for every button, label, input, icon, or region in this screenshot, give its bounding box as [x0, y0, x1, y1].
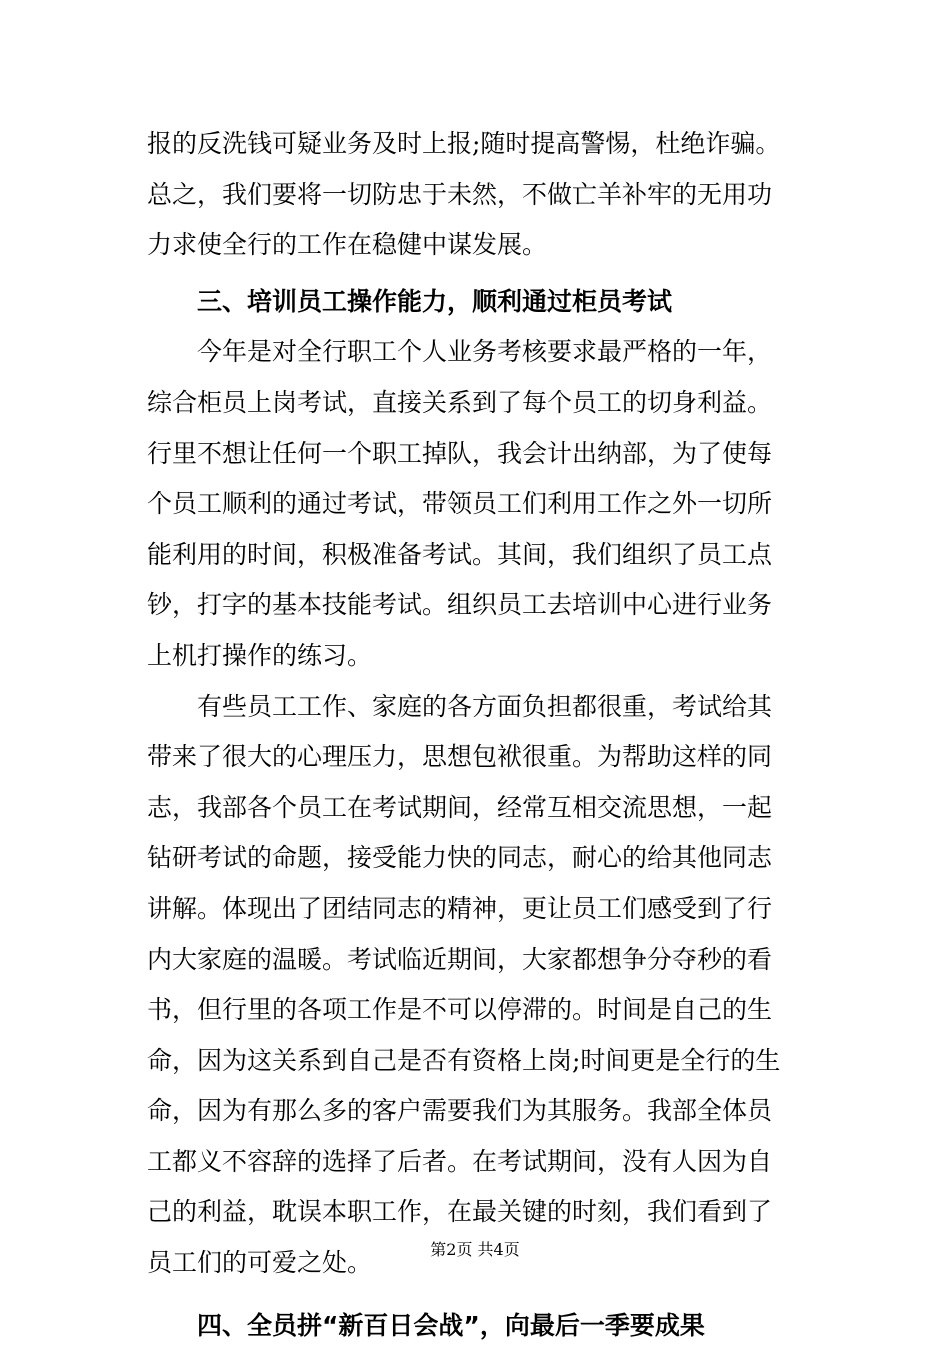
paragraph-line: 讲解。体现出了团结同志的精神，更让员工们感受到了行: [147, 893, 773, 923]
text-line: 报的反洗钱可疑业务及时上报;随时提高警惕，杜绝诈骗。: [147, 129, 781, 158]
paragraph-line: 员工们的可爱之处。: [147, 1248, 373, 1278]
paragraph-line: 己的利益，耽误本职工作，在最关键的时刻，我们看到了: [147, 1197, 773, 1227]
section-heading-3: 三、培训员工操作能力，顺利通过柜员考试: [197, 286, 673, 316]
paragraph-line: 钞，打字的基本技能考试。组织员工去培训中心进行业务: [147, 590, 773, 620]
paragraph-line: 志，我部各个员工在考试期间，经常互相交流思想，一起: [147, 792, 773, 822]
paragraph-line: 上机打操作的练习。: [147, 640, 373, 670]
paragraph-line: 工都义不容辞的选择了后者。在考试期间，没有人因为自: [147, 1146, 773, 1176]
paragraph-line: 能利用的时间，积极准备考试。其间，我们组织了员工点: [147, 539, 773, 569]
paragraph-line: 命，因为这关系到自己是否有资格上岗;时间更是全行的生: [147, 1045, 781, 1075]
paragraph-line: 命，因为有那么多的客户需要我们为其服务。我部全体员: [147, 1096, 773, 1126]
text-line: 力求使全行的工作在稳健中谋发展。: [147, 230, 548, 260]
paragraph-line: 书，但行里的各项工作是不可以停滞的。时间是自己的生: [147, 995, 773, 1025]
paragraph-line: 今年是对全行职工个人业务考核要求最严格的一年，: [197, 337, 773, 367]
paragraph-line: 钻研考试的命题，接受能力快的同志，耐心的给其他同志: [147, 843, 773, 873]
paragraph-line: 内大家庭的温暖。考试临近期间，大家都想争分夺秒的看: [147, 944, 773, 974]
text-line: 总之，我们要将一切防忠于未然，不做亡羊补牢的无用功: [147, 179, 773, 209]
paragraph-line: 个员工顺利的通过考试，带领员工们利用工作之外一切所: [147, 489, 773, 519]
paragraph-line: 行里不想让任何一个职工掉队，我会计出纳部，为了使每: [147, 438, 773, 468]
page-footer: 第2页 共4页: [430, 1240, 520, 1259]
paragraph-line: 带来了很大的心理压力，思想包袱很重。为帮助这样的同: [147, 742, 773, 772]
section-heading-4: 四、全员拼“新百日会战”，向最后一季要成果: [197, 1310, 705, 1340]
paragraph-line: 综合柜员上岗考试，直接关系到了每个员工的切身利益。: [147, 387, 773, 417]
paragraph-line: 有些员工工作、家庭的各方面负担都很重，考试给其: [197, 691, 773, 721]
document-body: [147, 119, 807, 1351]
